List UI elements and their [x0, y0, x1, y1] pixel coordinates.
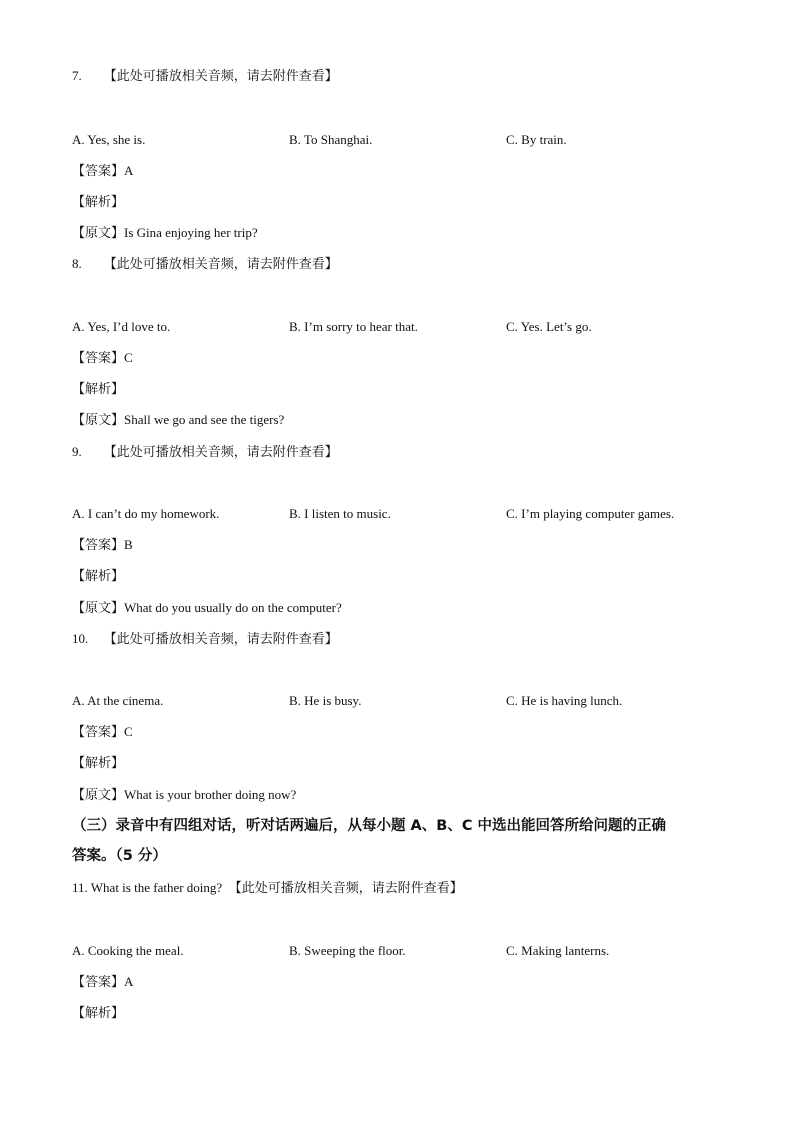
transcript-line: [72, 224, 258, 243]
answer-label: 【答案】: [72, 164, 125, 179]
transcript-label: 【原文】: [72, 601, 125, 616]
option-a: A. Yes, I’d love to.: [72, 319, 171, 334]
audio-note: 【此处可播放相关音频，请去附件查看】: [103, 632, 338, 647]
option-c: C. Yes. Let’s go.: [506, 319, 592, 334]
question-11-header: [72, 879, 463, 898]
transcript-text: Shall we go and see the tigers?: [124, 412, 285, 427]
analysis-line: [72, 193, 124, 212]
option-a: A. At the cinema.: [72, 693, 164, 708]
question-10-header: [72, 630, 338, 649]
analysis-line: [72, 754, 124, 773]
transcript-label: 【原文】: [72, 226, 125, 241]
option-c: C. He is having lunch.: [506, 693, 623, 708]
option-b: B. I listen to music.: [289, 506, 391, 521]
question-number: 8.: [72, 256, 82, 271]
transcript-text: What is your brother doing now?: [124, 787, 297, 802]
audio-note: 【此处可播放相关音频，请去附件查看】: [103, 445, 338, 460]
analysis-label: 【解析】: [72, 1006, 125, 1021]
analysis-line: [72, 567, 124, 586]
analysis-label: 【解析】: [72, 569, 125, 584]
transcript-line: [72, 599, 342, 618]
analysis-line: [72, 1004, 124, 1023]
option-b: B. Sweeping the floor.: [289, 943, 406, 958]
transcript-line: [72, 786, 296, 805]
question-prompt: 11. What is the father doing?: [72, 880, 223, 895]
question-number: 9.: [72, 444, 82, 459]
audio-note: 【此处可播放相关音频，请去附件查看】: [228, 881, 463, 896]
section-3-heading-line-2: 答案。（5 分）: [72, 848, 167, 864]
section-3-heading: [72, 811, 732, 871]
transcript-text: Is Gina enjoying her trip?: [124, 225, 258, 240]
analysis-label: 【解析】: [72, 756, 125, 771]
option-b: B. To Shanghai.: [289, 132, 373, 147]
option-a: A. Cooking the meal.: [72, 943, 184, 958]
answer-label: 【答案】: [72, 725, 125, 740]
option-b: B. He is busy.: [289, 693, 362, 708]
answer-value: B: [124, 537, 133, 552]
option-c: C. Making lanterns.: [506, 943, 610, 958]
question-7-header: [72, 67, 338, 86]
option-c: C. By train.: [506, 132, 567, 147]
option-b: B. I’m sorry to hear that.: [289, 319, 418, 334]
option-a: A. I can’t do my homework.: [72, 506, 220, 521]
transcript-line: [72, 411, 284, 430]
analysis-label: 【解析】: [72, 195, 125, 210]
question-number: 10.: [72, 631, 89, 646]
transcript-text: What do you usually do on the computer?: [124, 600, 342, 615]
answer-line: [72, 973, 133, 992]
answer-value: C: [124, 350, 133, 365]
analysis-label: 【解析】: [72, 382, 125, 397]
option-c: C. I’m playing computer games.: [506, 506, 675, 521]
answer-line: [72, 723, 133, 742]
section-3-heading-line-1: （三）录音中有四组对话，听对话两遍后，从每小题 A、B、C 中选出能回答所给问题的正确: [72, 818, 667, 834]
transcript-label: 【原文】: [72, 413, 125, 428]
audio-note: 【此处可播放相关音频，请去附件查看】: [103, 69, 338, 84]
question-8-header: [72, 255, 338, 274]
answer-line: [72, 162, 133, 181]
answer-value: C: [124, 724, 133, 739]
question-9-header: [72, 443, 338, 462]
answer-value: A: [124, 163, 134, 178]
answer-label: 【答案】: [72, 351, 125, 366]
analysis-line: [72, 380, 124, 399]
audio-note: 【此处可播放相关音频，请去附件查看】: [103, 257, 338, 272]
transcript-label: 【原文】: [72, 788, 125, 803]
option-a: A. Yes, she is.: [72, 132, 146, 147]
question-number: 7.: [72, 68, 82, 83]
answer-line: [72, 349, 133, 368]
answer-value: A: [124, 974, 134, 989]
answer-label: 【答案】: [72, 975, 125, 990]
answer-line: [72, 536, 133, 555]
answer-label: 【答案】: [72, 538, 125, 553]
